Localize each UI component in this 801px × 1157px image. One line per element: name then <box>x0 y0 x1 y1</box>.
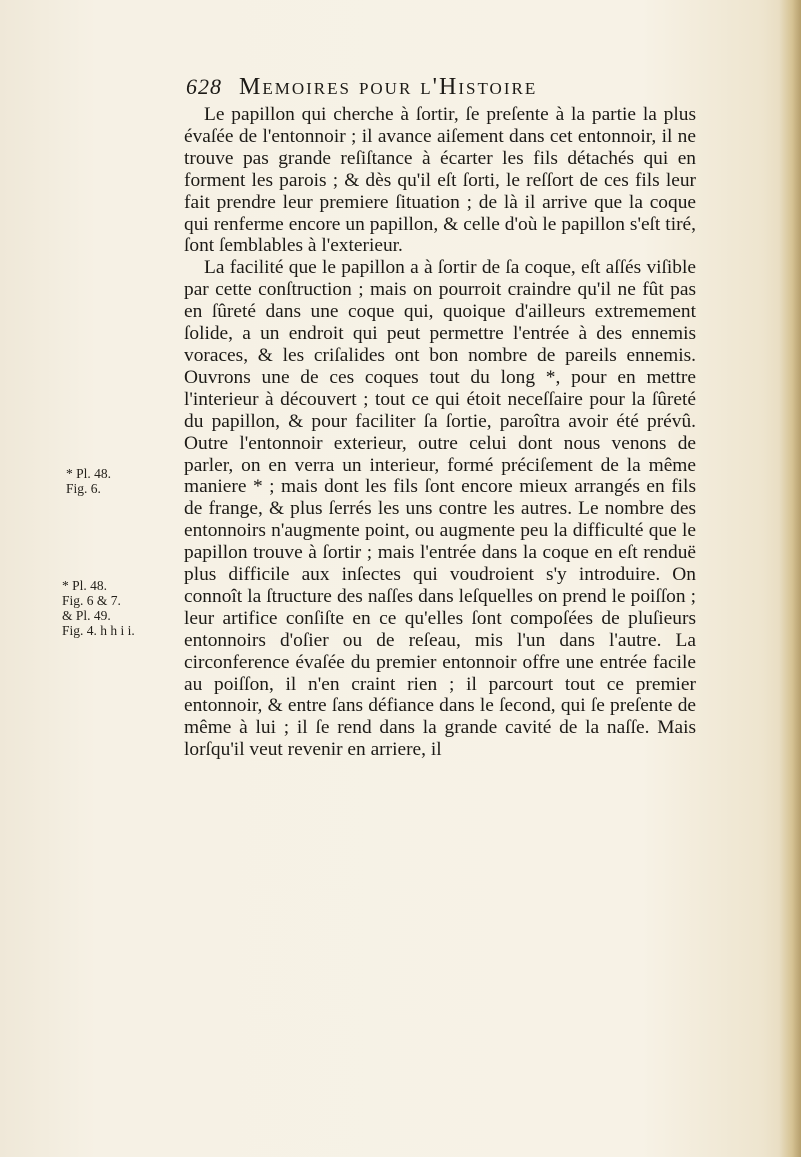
page-header <box>186 74 666 108</box>
paragraph-2: La facilité que le papillon a à ſortir de ſa coque, eſt aſſés viſible par cette conſtruction ; mais on pourroit craindre qu'il ne fût pas en ſûreté dans une coque qui, quoique d'ailleurs extremement ſolide, a un endroit qui peut permettre l'entrée à des ennemis voraces, & les criſalides ont bon nombre de pareils ennemis. Ouvrons une de ces coques tout du long *, pour en mettre l'interieur à découvert ; tout ce qui étoit neceſſaire pour la ſûreté du papillon, & pour faciliter ſa ſortie, paroîtra avoir été prévû. Outre l'entonnoir exterieur, outre celui dont nous venons de parler, on en verra un interieur, formé préciſement de la même maniere * ; mais dont les fils ſont encore mieux arrangés en fils de frange, & plus ſerrés les uns contre les autres. Le nombre des entonnoirs n'augmente point, ou augmente peu la difficulté que le papillon trouve à ſortir ; mais l'entrée dans la coque en eſt renduë plus difficile aux inſectes qui voudroient s'y introduire. On connoît la ſtructure des naſſes dans leſquelles on prend le poiſſon ; leur artifice conſiſte en ce qu'elles ſont compoſées de pluſieurs entonnoirs d'oſier ou de reſeau, mis l'un dans l'autre. La circonference évaſée du premier entonnoir offre une entrée facile au poiſſon, il n'en craint rien ; il parcourt tout ce premier entonnoir, & entre ſans défiance dans le ſecond, qui ſe preſente de même à lui ; il ſe rend dans la grande cavité de la naſſe. Mais lorſqu'il veut revenir en arriere, il <box>184 257 696 761</box>
page-edge-shadow <box>779 0 801 1157</box>
margin-note-plate-ref-1: * Pl. 48. Fig. 6. <box>66 466 112 496</box>
running-title: Memoires pour l'Histoire <box>239 74 538 100</box>
page-number: 628 <box>186 74 222 99</box>
margin-note-plate-ref-2: * Pl. 48. Fig. 6 & 7. & Pl. 49. Fig. 4. h h i i. <box>62 578 135 638</box>
paragraph-1: Le papillon qui cherche à ſortir, ſe preſente à la partie la plus évaſée de l'entonnoir ; il avance aiſement dans cet entonnoir, il ne trouve pas grande reſiſtance à écarter les fils détachés qui en forment les parois ; & dès qu'il eſt ſorti, le reſſort de ces fils leur fait prendre leur premiere ſituation ; de là il arrive que la coque qui renferme encore un papillon, & celle d'où le papillon s'eſt tiré, ſont ſemblables à l'exterieur. <box>184 104 696 257</box>
body-text <box>184 104 696 761</box>
